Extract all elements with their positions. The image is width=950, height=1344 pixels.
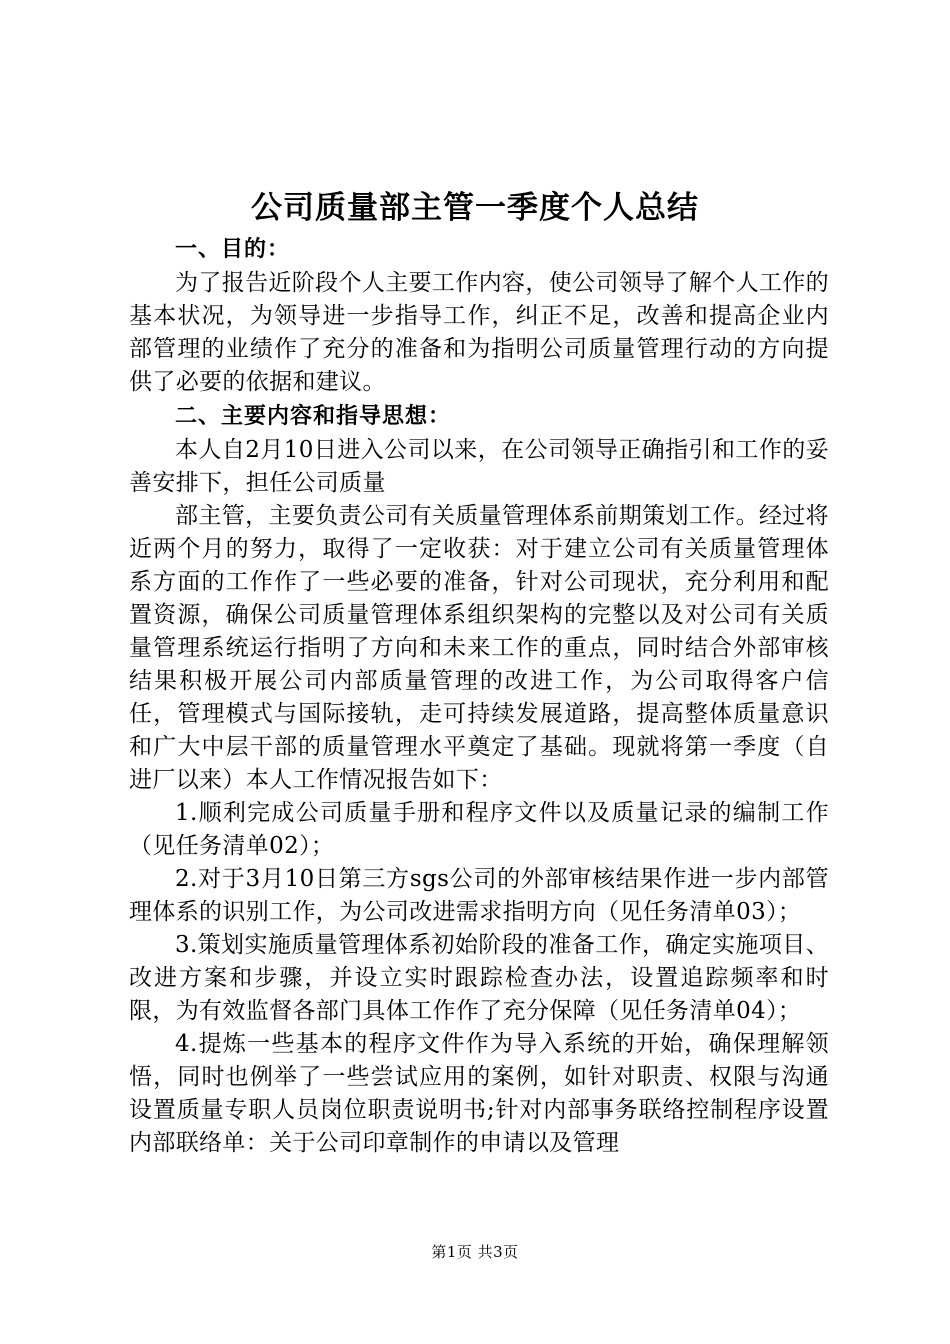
paragraph-purpose: 为了报告近阶段个人主要工作内容，使公司领导了解个人工作的基本状况，为领导进一步指导工作，纠正不足，改善和提高企业内部管理的业绩作了充分的准备和为指明公司质量管理行动的方向提供了必要的依据和建议。: [129, 270, 829, 395]
list-item-1: 1.顺利完成公司质量手册和程序文件以及质量记录的编制工作（见任务清单02）；: [129, 800, 829, 859]
list-item-4: 4.提炼一些基本的程序文件作为导入系统的开始，确保理解领悟，同时也例举了一些尝试应用的案例，如针对职责、权限与沟通设置质量专职人员岗位职责说明书;针对内部事务联络控制程序设置内部联络单：关于公司印章制作的申请以及管理: [129, 1031, 829, 1156]
list-item-3: 3.策划实施质量管理体系初始阶段的准备工作，确定实施项目、改进方案和步骤，并设立实时跟踪检查办法，设置追踪频率和时限，为有效监督各部门具体工作作了充分保障（见任务清单04）；: [129, 932, 829, 1024]
page-footer: 第1页 共3页: [431, 1243, 519, 1261]
section-heading-main-content: 二、主要内容和指导思想：: [175, 404, 452, 429]
document-body: [129, 232, 829, 1160]
paragraph-summary: 部主管，主要负责公司有关质量管理体系前期策划工作。经过将近两个月的努力，取得了一定收获：对于建立公司有关质量管理体系方面的工作作了一些必要的准备，针对公司现状，充分利用和配置资源，确保公司质量管理体系组织架构的完整以及对公司有关质量管理系统运行指明了方向和未来工作的重点，同时结合外部审核结果积极开展公司内部质量管理的改进工作，为公司取得客户信任，管理模式与国际接轨，走可持续发展道路，提高整体质量意识和广大中层干部的质量管理水平奠定了基础。现就将第一季度（自进厂以来）本人工作情况报告如下：: [129, 503, 829, 793]
section-heading-purpose: 一、目的：: [175, 237, 291, 262]
list-item-2: 2.对于3月10日第三方sgs公司的外部审核结果作进一步内部管理体系的识别工作，为公司改进需求指明方向（见任务清单03）；: [129, 866, 829, 925]
document-title: 公司质量部主管一季度个人总结: [251, 190, 699, 226]
paragraph-intro: 本人自2月10日进入公司以来，在公司领导正确指引和工作的妥善安排下，担任公司质量: [129, 437, 829, 496]
